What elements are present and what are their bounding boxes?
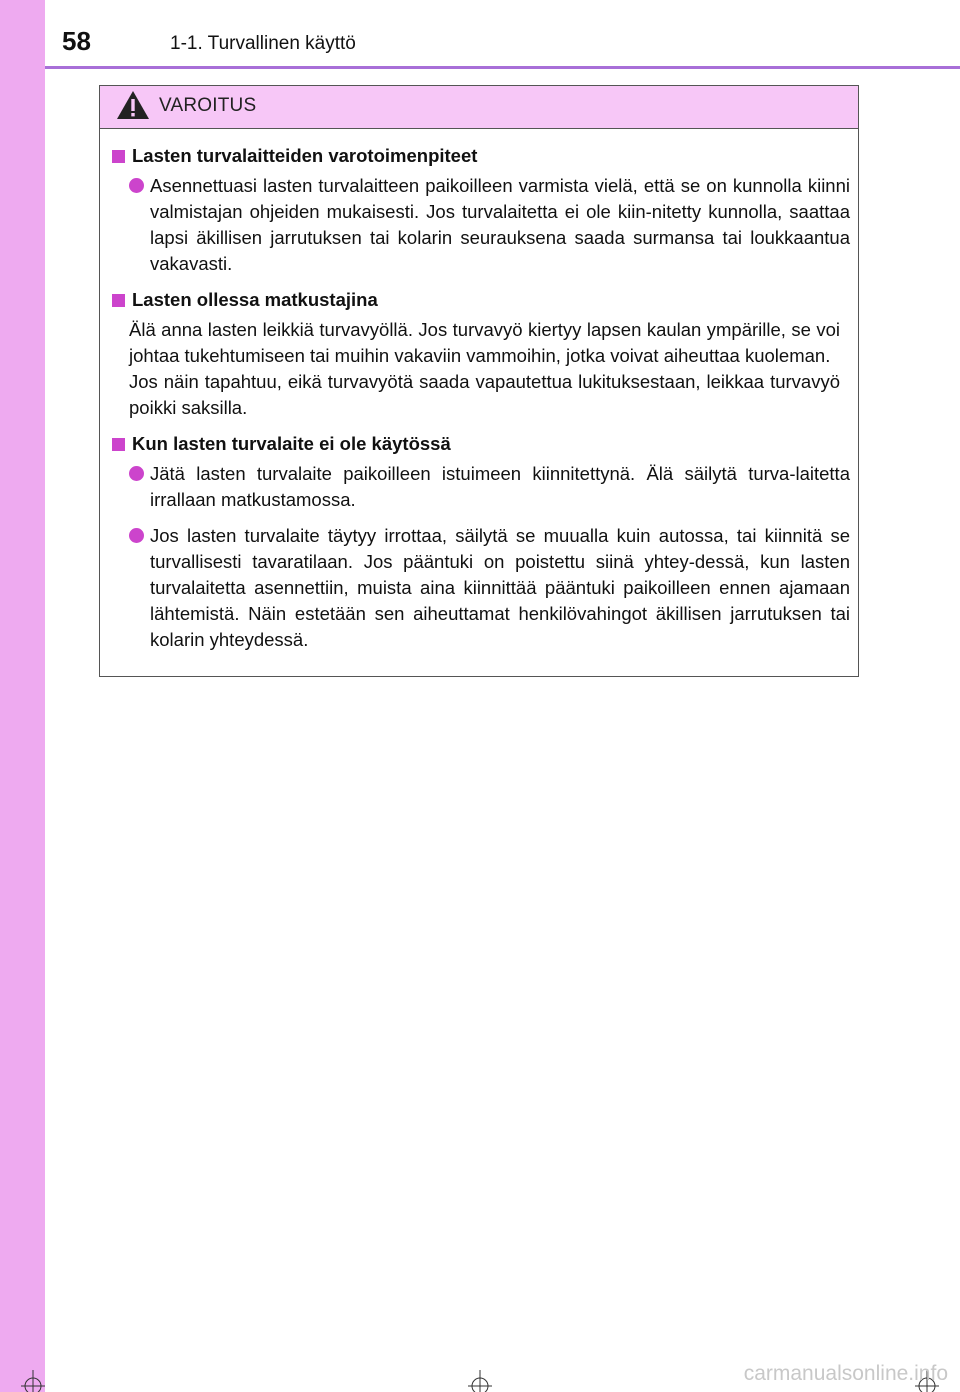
- section-heading-children-as-passengers: [108, 287, 850, 313]
- bullet-item: [108, 523, 850, 653]
- paragraph: Älä anna lasten leikkiä turvavyöllä. Jos turvavyö kiertyy lapsen kaulan ympärille, se voi johtaa tukehtumiseen tai muihin vakaviin vammoihin, jotka voivat aiheuttaa kuoleman.: [129, 319, 840, 366]
- warning-title: VAROITUS: [159, 95, 257, 116]
- section-heading-text: Kun lasten turvalaite ei ole käytössä: [132, 433, 451, 454]
- side-color-strip: [0, 0, 45, 1392]
- section-title: 1-1. Turvallinen käyttö: [170, 33, 356, 54]
- paragraph: Jos näin tapahtuu, eikä turvavyötä saada vapautettua lukituksestaan, leikkaa turvavyö poikki saksilla.: [129, 371, 840, 418]
- section-heading-seat-not-in-use: [108, 431, 850, 457]
- page-number: 58: [62, 26, 91, 56]
- round-bullet-icon: [129, 466, 144, 481]
- bullet-text: Asennettuasi lasten turvalaitteen paikoilleen varmista vielä, että se on kunnolla kiinni valmistajan ohjeiden mukaisesti. Jos turvalaitetta ei ole kiin-nitetty kunnolla, saattaa lapsi äkillisen jarrutuksen tai kolarin seurauksena saada surmansa tai loukkaantua vakavasti.: [150, 175, 850, 274]
- section-heading-text: Lasten turvalaitteiden varotoimenpiteet: [132, 145, 478, 166]
- square-bullet-icon: [112, 294, 125, 307]
- warning-header: [100, 86, 858, 129]
- bullet-text: Jos lasten turvalaite täytyy irrottaa, säilytä se muualla kuin autossa, tai kiinnitä se turvallisesti tavaratilaan. Jos pääntuki on poistettu siinä yhtey-dessä, kun lasten turvalaitetta asennettiin, muista aina kiinnittää pääntuki paikoilleen ennen ajamaan lähtemistä. Näin estetään sen aiheuttamat henkilövahingot äkillisen jarrutuksen tai kolarin yhteydessä.: [150, 525, 850, 650]
- section-heading-child-seat-precautions: [108, 143, 850, 169]
- warning-box: [99, 85, 859, 677]
- round-bullet-icon: [129, 528, 144, 543]
- warning-body: [100, 129, 858, 653]
- watermark: carmanualsonline.info: [743, 1362, 948, 1385]
- crop-mark-icon: [18, 1362, 48, 1392]
- warning-triangle-icon: [116, 90, 150, 120]
- square-bullet-icon: [112, 150, 125, 163]
- square-bullet-icon: [112, 438, 125, 451]
- section-heading-text: Lasten ollessa matkustajina: [132, 289, 378, 310]
- round-bullet-icon: [129, 178, 144, 193]
- bullet-item: [108, 461, 850, 513]
- header-rule: [45, 66, 960, 69]
- crop-mark-icon: [465, 1362, 495, 1392]
- bullet-item: [108, 173, 850, 277]
- bullet-text: Jätä lasten turvalaite paikoilleen istuimeen kiinnitettynä. Älä säilytä turva-laitetta irrallaan matkustamossa.: [150, 463, 850, 510]
